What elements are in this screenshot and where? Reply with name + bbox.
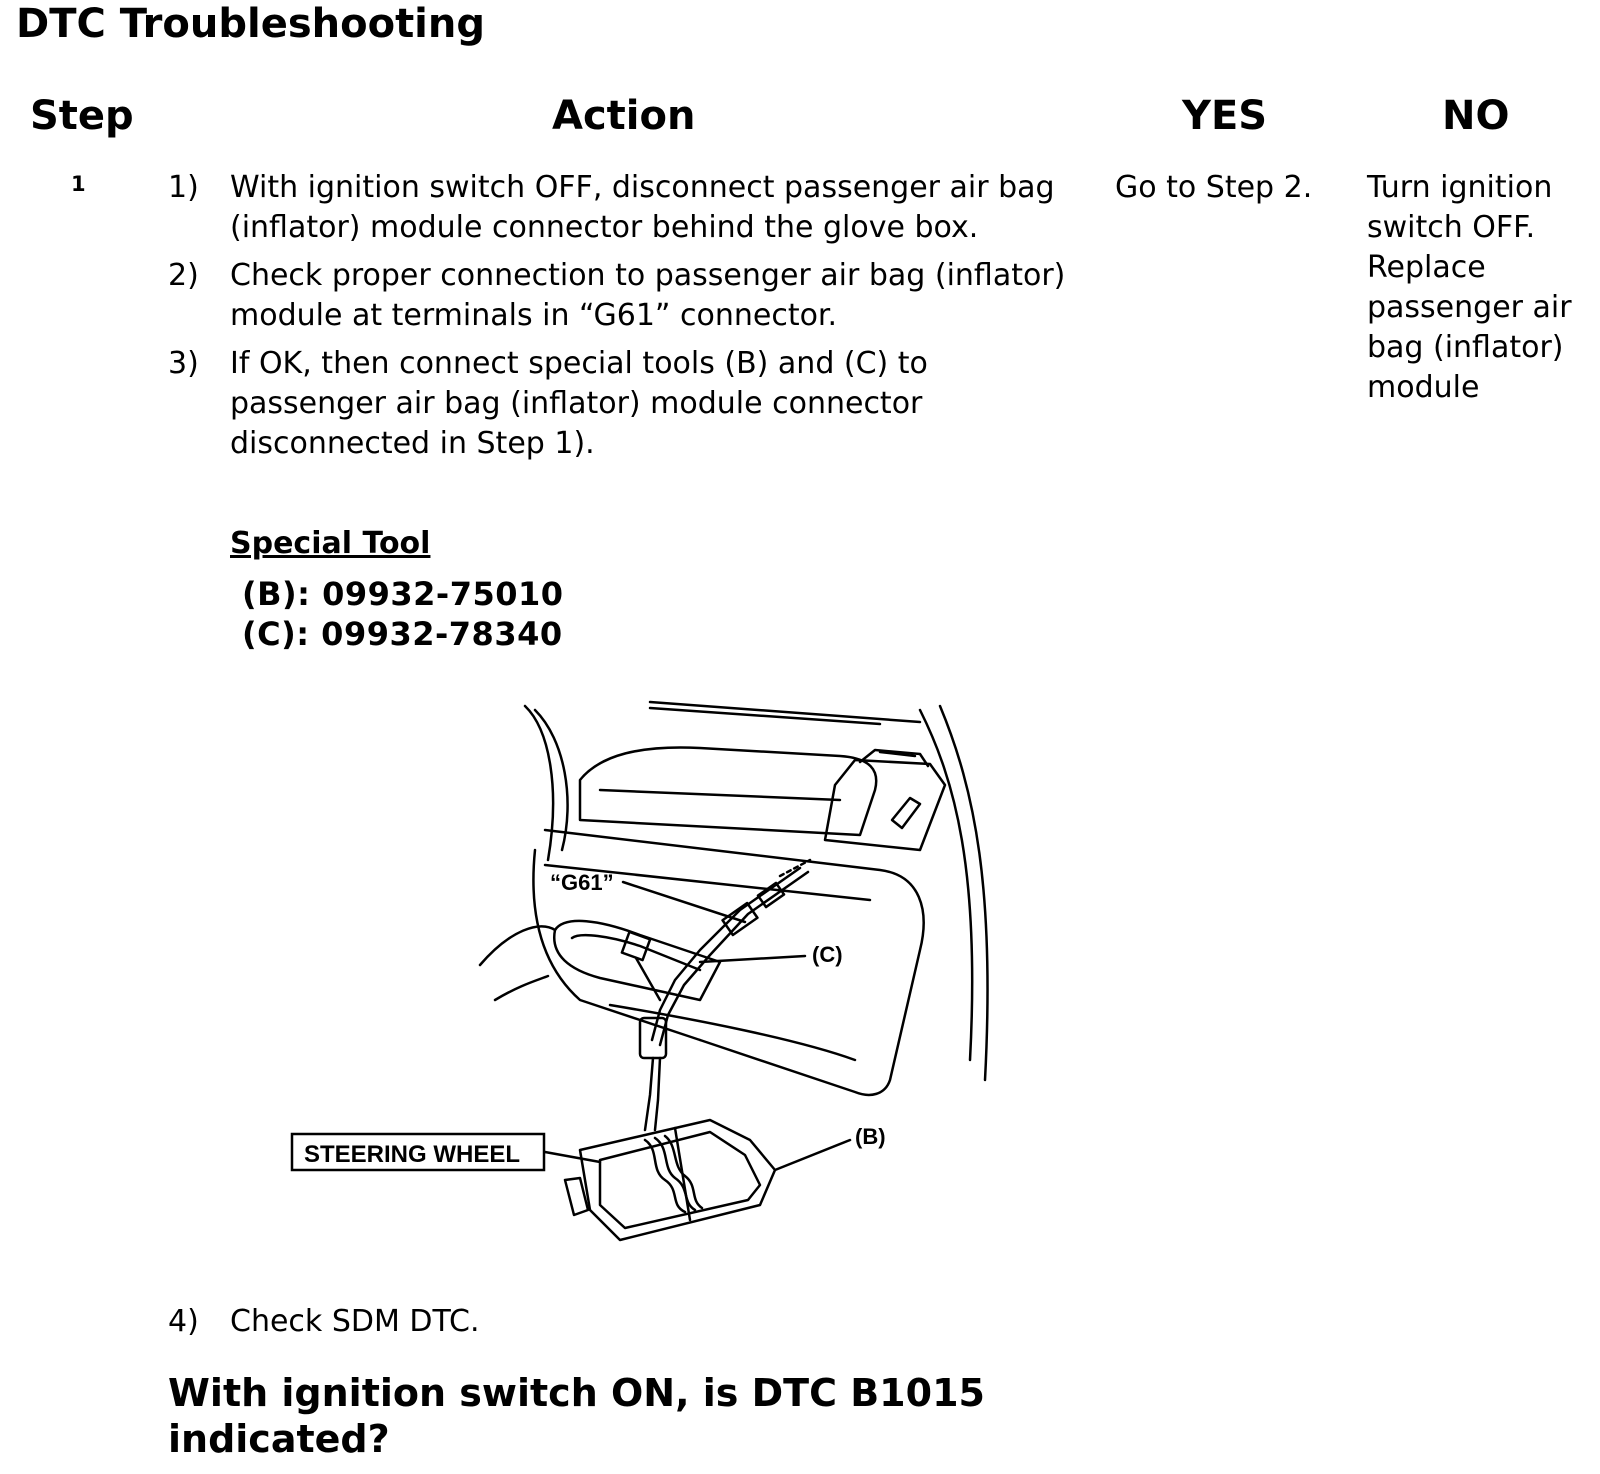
- action-item-number: 2): [168, 258, 199, 293]
- column-header-yes: YES: [1182, 93, 1268, 139]
- tool-c-label: (C): [812, 942, 843, 967]
- action-item-text: If OK, then connect special tools (B) and (C) to passenger air bag (inflator) module connector disconnected in Step 1).: [230, 346, 928, 461]
- special-tool-b: (B): 09932-75010: [242, 575, 564, 613]
- step-question: With ignition switch ON, is DTC B1015 indicated?: [168, 1371, 985, 1461]
- special-tool-heading: Special Tool: [230, 526, 431, 561]
- action-item: [168, 256, 1088, 336]
- no-result: Turn ignition switch OFF. Replace passenger air bag (inflator) module: [1367, 170, 1572, 405]
- action-list: [168, 168, 1088, 472]
- glove-box-connection-diagram: [280, 700, 1040, 1280]
- page-title: DTC Troubleshooting: [16, 1, 486, 47]
- step-number: 1: [71, 172, 86, 196]
- action-item-step4: [168, 1302, 1068, 1342]
- g61-label: “G61”: [550, 870, 614, 895]
- action-item-number: 4): [168, 1304, 199, 1339]
- action-item-text: Check SDM DTC.: [230, 1304, 480, 1339]
- column-header-no: NO: [1442, 93, 1510, 139]
- action-item-number: 3): [168, 346, 199, 381]
- action-item-text: Check proper connection to passenger air bag (inflator) module at terminals in “G61” connector.: [230, 258, 1066, 333]
- action-item: [168, 168, 1088, 248]
- action-item-text: With ignition switch OFF, disconnect passenger air bag (inflator) module connector behind the glove box.: [230, 170, 1055, 245]
- action-item-number: 1): [168, 170, 199, 205]
- tool-b-label: (B): [855, 1124, 886, 1149]
- column-header-action: Action: [552, 93, 696, 139]
- steering-wheel-label: STEERING WHEEL: [304, 1141, 521, 1168]
- column-header-step: Step: [30, 93, 134, 139]
- yes-result: Go to Step 2.: [1115, 170, 1313, 205]
- action-item: [168, 344, 1088, 464]
- special-tool-c: (C): 09932-78340: [242, 615, 563, 653]
